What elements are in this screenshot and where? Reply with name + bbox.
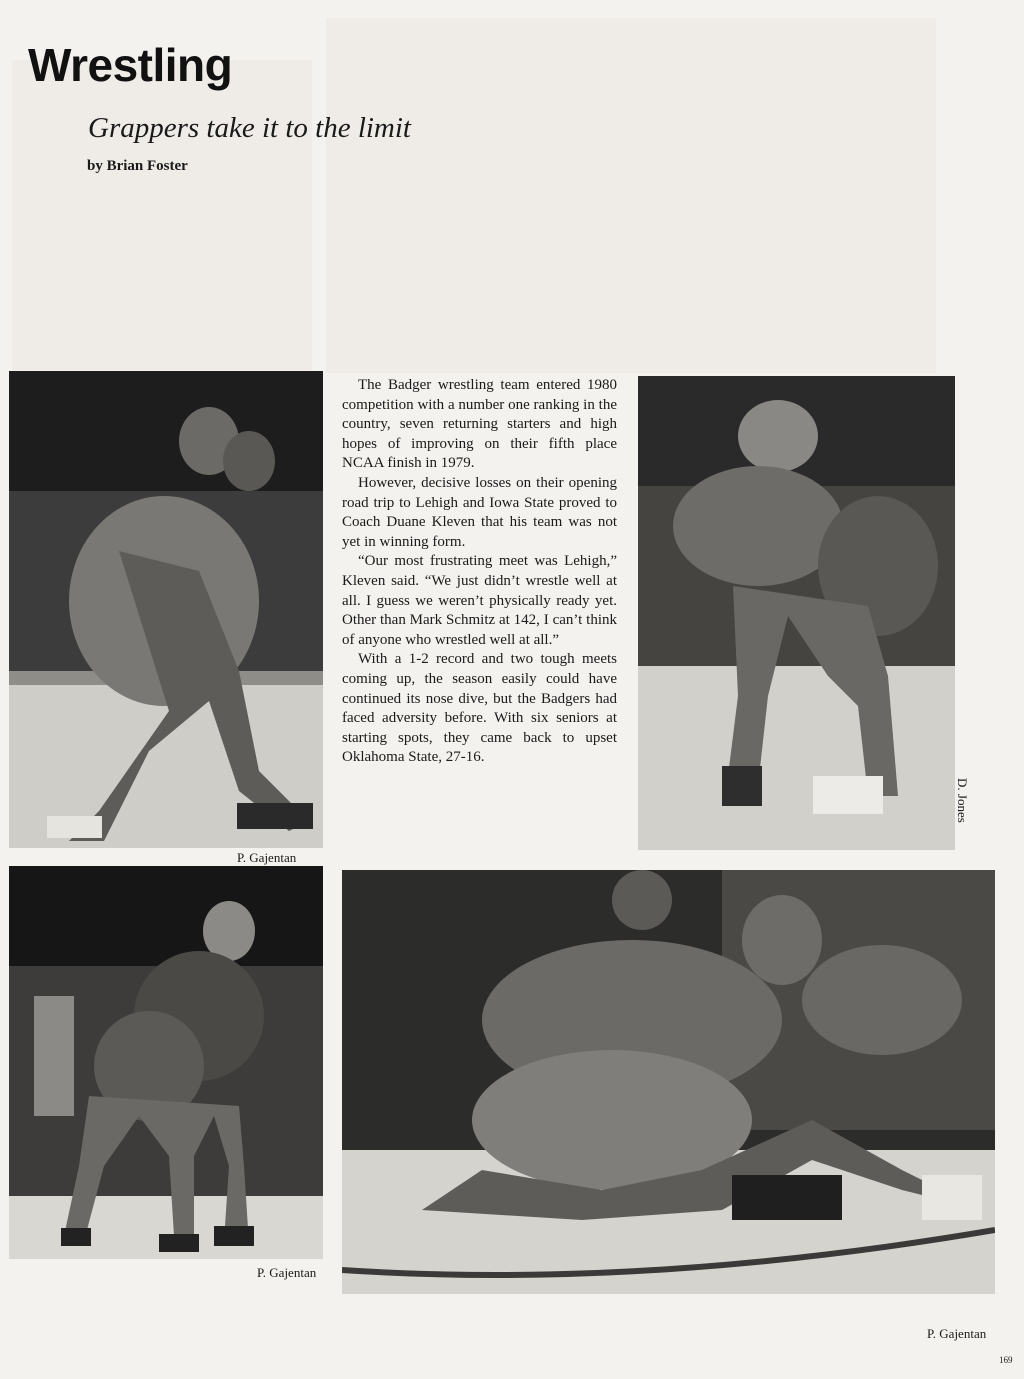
photo-wrestlers-lift-right <box>638 376 955 850</box>
page-subtitle: Grappers take it to the limit <box>88 112 411 144</box>
photo-wrestlers-mat-bottom-right <box>342 870 995 1294</box>
article-paragraph: “Our most frustrating meet was Lehigh,” Kleven said. “We just didn’t wrestle well at all. I guess we weren’t physically ready yet. Other than Mark Schmitz at 142, I can’t think of anyone who wrestled well at all.” <box>342 553 617 648</box>
photo-credit: P. Gajentan <box>237 850 297 865</box>
photo-wrestlers-standing-left <box>9 371 323 848</box>
article-paragraph: With a 1-2 record and two tough meets coming up, the season easily could have continued its nose dive, but the Badgers had faced adversity before. With six seniors at starting spots, they came back to upset Oklahoma State, 27-16. <box>342 651 617 766</box>
article-paragraph: However, decisive losses on their opening road trip to Lehigh and Iowa State proved to Coach Duane Kleven that his team was not yet in winning form. <box>342 474 617 550</box>
show-through-left <box>12 60 312 370</box>
article-body <box>342 376 617 768</box>
photo-credit: P. Gajentan <box>257 1265 317 1280</box>
photo-credit: P. Gajentan <box>927 1326 987 1341</box>
byline: by Brian Foster <box>87 158 188 174</box>
show-through-right <box>326 18 936 373</box>
page-title: Wrestling <box>28 39 233 91</box>
article-paragraph: The Badger wrestling team entered 1980 competition with a number one ranking in the country, seven returning starters and high hopes of improving on their fifth place NCAA finish in 1979. <box>342 377 617 472</box>
page-number: 169 <box>999 1355 1013 1365</box>
photo-credit: D. Jones <box>955 778 970 823</box>
photo-wrestlers-grapple-bottom-left <box>9 866 323 1259</box>
